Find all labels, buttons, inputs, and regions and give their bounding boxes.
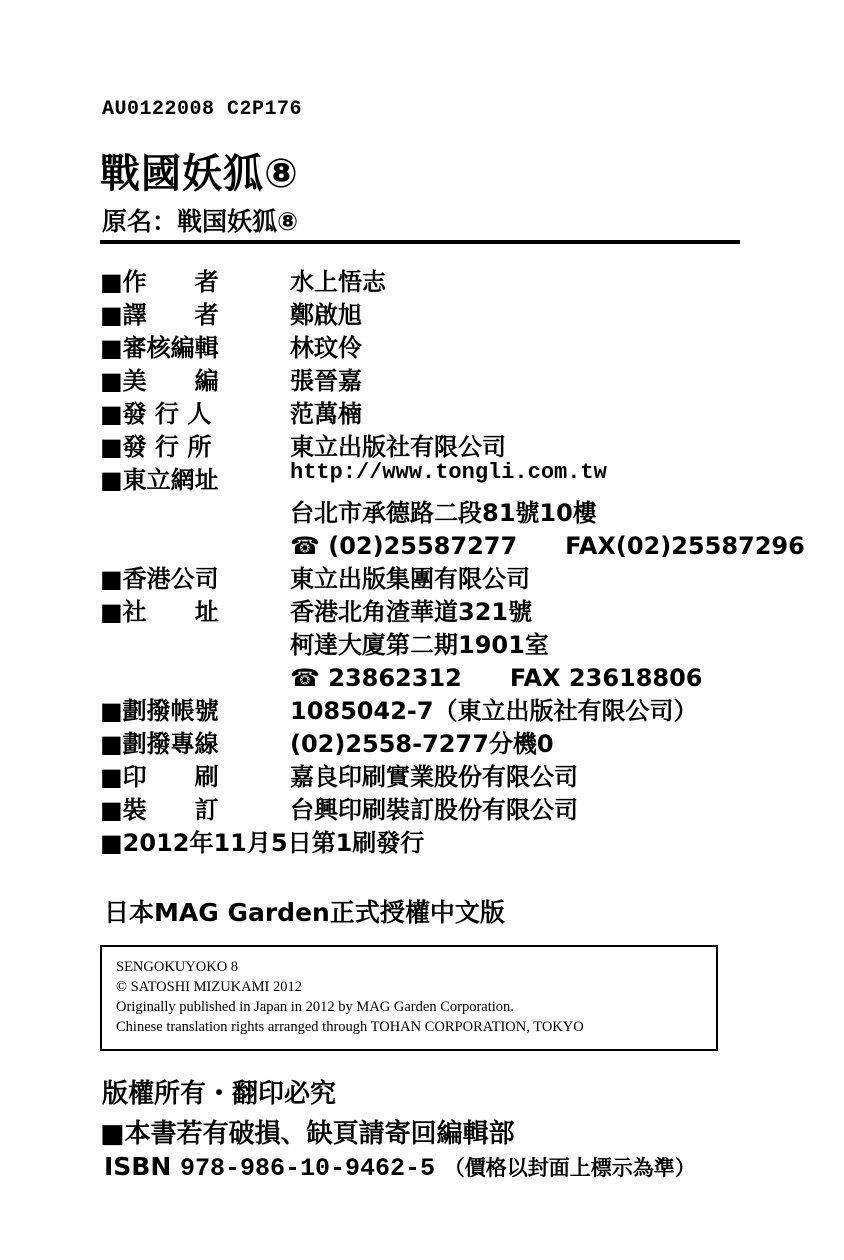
credit-row bbox=[100, 328, 800, 361]
copyright-line: Chinese translation rights arranged through TOHAN CORPORATION, TOKYO bbox=[116, 1019, 584, 1035]
credits-list bbox=[100, 262, 805, 857]
copyright-box bbox=[100, 945, 718, 1051]
credit-value: 范萬楠 bbox=[290, 400, 362, 428]
credit-label: ■劃撥專線 bbox=[100, 730, 219, 758]
price-note: （價格以封面上標示為準） bbox=[443, 1156, 696, 1180]
publish-date: ■2012年11月5日第1刷發行 bbox=[100, 829, 425, 857]
credit-label: ■美 編 bbox=[100, 367, 219, 395]
authorization-note: 日本MAG Garden正式授權中文版 bbox=[104, 898, 505, 927]
credit-label: ■譯 者 bbox=[100, 301, 219, 329]
credit-row bbox=[100, 592, 800, 625]
credit-row bbox=[100, 526, 805, 560]
address-hongkong-2: 柯達大廈第二期1901室 bbox=[290, 631, 549, 659]
credit-row bbox=[100, 658, 800, 691]
credit-value: 1085042-7（東立出版社有限公司） bbox=[290, 697, 698, 725]
copyright-line: Originally published in Japan in 2012 by MAG Garden Corporation. bbox=[116, 999, 514, 1015]
credit-row bbox=[100, 295, 800, 328]
credit-row bbox=[100, 361, 800, 394]
credit-label: ■裝 訂 bbox=[100, 796, 219, 824]
credit-value: 林玟伶 bbox=[290, 334, 362, 362]
credit-row bbox=[100, 427, 800, 460]
credit-row bbox=[100, 625, 800, 658]
credit-label: ■香港公司 bbox=[100, 565, 219, 593]
website-url[interactable]: http://www.tongli.com.tw bbox=[290, 460, 607, 485]
credit-label: ■發 行 人 bbox=[100, 400, 212, 428]
phone-taipei: ☎ (02)25587277 FAX(02)25587296 bbox=[290, 532, 805, 560]
defect-notice: ■本書若有破損、缺頁請寄回編輯部 bbox=[100, 1119, 515, 1149]
catalog-code: AU0122008 C2P176 bbox=[102, 98, 303, 121]
credit-row bbox=[100, 559, 800, 592]
credit-label: ■審核編輯 bbox=[100, 334, 219, 362]
credit-row bbox=[100, 394, 800, 427]
credit-value: 水上悟志 bbox=[290, 268, 386, 296]
credit-label: ■東立網址 bbox=[100, 466, 219, 494]
isbn-number: 978-986-10-9462-5 bbox=[180, 1154, 436, 1183]
credit-value: 東立出版社有限公司 bbox=[290, 433, 506, 461]
credit-row bbox=[100, 757, 800, 790]
credit-row bbox=[100, 724, 800, 757]
credit-label: ■社 址 bbox=[100, 598, 219, 626]
copyright-line: SENGOKUYOKO 8 bbox=[116, 959, 239, 975]
credit-label: ■印 刷 bbox=[100, 763, 219, 791]
credit-label: ■發 行 所 bbox=[100, 433, 212, 461]
rights-reserved: 版權所有・翻印必究 bbox=[102, 1079, 337, 1109]
credit-row-publish-date bbox=[100, 823, 800, 856]
credit-row bbox=[100, 493, 800, 526]
credit-value: 台興印刷裝訂股份有限公司 bbox=[290, 796, 578, 824]
credit-row bbox=[100, 691, 800, 724]
address-hongkong: 香港北角渣華道321號 bbox=[290, 598, 533, 626]
credit-value: 張晉嘉 bbox=[290, 367, 362, 395]
isbn-label: ISBN bbox=[104, 1152, 172, 1181]
credit-value: 嘉良印刷實業股份有限公司 bbox=[290, 763, 578, 791]
copyright-line: © SATOSHI MIZUKAMI 2012 bbox=[116, 979, 302, 995]
title-divider bbox=[100, 240, 740, 244]
credit-label: ■劃撥帳號 bbox=[100, 697, 219, 725]
isbn-row bbox=[104, 1152, 696, 1183]
credit-row bbox=[100, 790, 800, 823]
original-title: 原名：戦国妖狐⑧ bbox=[102, 207, 299, 236]
credit-value: (02)2558-7277分機0 bbox=[290, 730, 554, 758]
phone-hongkong: ☎ 23862312 FAX 23618806 bbox=[290, 664, 703, 692]
credit-value: 鄭啟旭 bbox=[290, 301, 362, 329]
credit-row bbox=[100, 262, 800, 295]
page-title: 戰國妖狐⑧ bbox=[100, 151, 299, 197]
credit-label: ■作 者 bbox=[100, 268, 219, 296]
address-taipei: 台北市承德路二段81號10樓 bbox=[290, 499, 597, 527]
credit-row bbox=[100, 460, 800, 493]
credit-value: 東立出版集團有限公司 bbox=[290, 565, 530, 593]
